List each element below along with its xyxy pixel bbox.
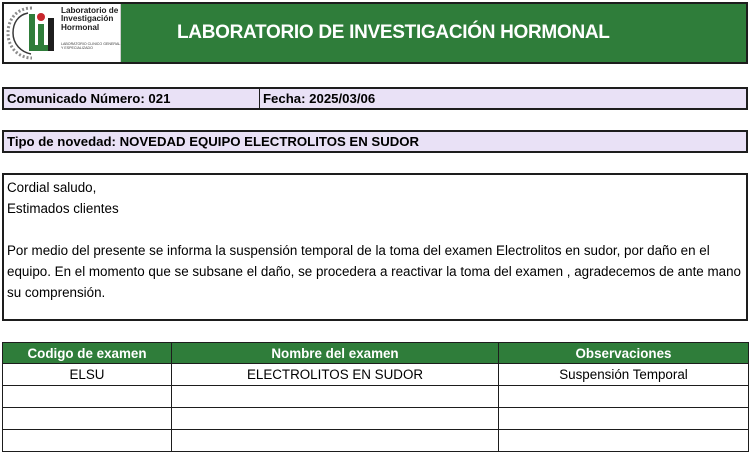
table-row [3,408,749,430]
table-row [3,430,749,452]
cell-codigo [3,430,172,452]
header-banner [2,2,748,64]
tipo-novedad-row [2,130,748,153]
cell-observaciones [499,408,749,430]
message-box [2,173,748,321]
column-header-nombre: Nombre del examen [172,343,499,364]
title-bar [121,4,746,62]
cell-codigo [3,386,172,408]
logo-tagline: LABORATORIO CLINICO GENERAL Y ESPECIALIZADO [61,42,121,50]
logo-name: Laboratorio de Investigación Hormonal [61,6,119,32]
cell-observaciones [499,430,749,452]
column-header-codigo: Codigo de examen [3,343,172,364]
cell-observaciones [499,386,749,408]
fecha: Fecha: 2025/03/06 [263,91,376,106]
logo-emblem-icon [4,4,62,62]
page-title: LABORATORIO DE INVESTIGACIÓN HORMONAL [177,22,610,43]
cell-nombre: ELECTROLITOS EN SUDOR [172,364,499,386]
column-header-observaciones: Observaciones [499,343,749,364]
cell-codigo [3,408,172,430]
table-row [3,364,749,386]
greeting-line-1: Cordial saludo, [7,180,97,195]
cell-observaciones: Suspensión Temporal [499,364,749,386]
greeting-line-2: Estimados clientes [7,201,119,216]
cell-nombre [172,430,499,452]
table-row [3,386,749,408]
tipo-novedad: Tipo de novedad: NOVEDAD EQUIPO ELECTROLITOS EN SUDOR [7,134,420,149]
comunicado-number: Comunicado Número: 021 [4,89,260,108]
comunicado-row [2,87,748,110]
message-body: Por medio del presente se informa la suspensión temporal de la toma del examen Electrolitos en sudor, por daño en el equipo. En el momento que se subsane el daño, se procedera a reactivar la toma del examen , agradecemos de ante mano su comprensión. [7,243,741,300]
cell-codigo: ELSU [3,364,172,386]
exam-table [2,342,749,452]
table-header-row [3,343,749,364]
cell-nombre [172,408,499,430]
cell-nombre [172,386,499,408]
logo [4,4,121,62]
